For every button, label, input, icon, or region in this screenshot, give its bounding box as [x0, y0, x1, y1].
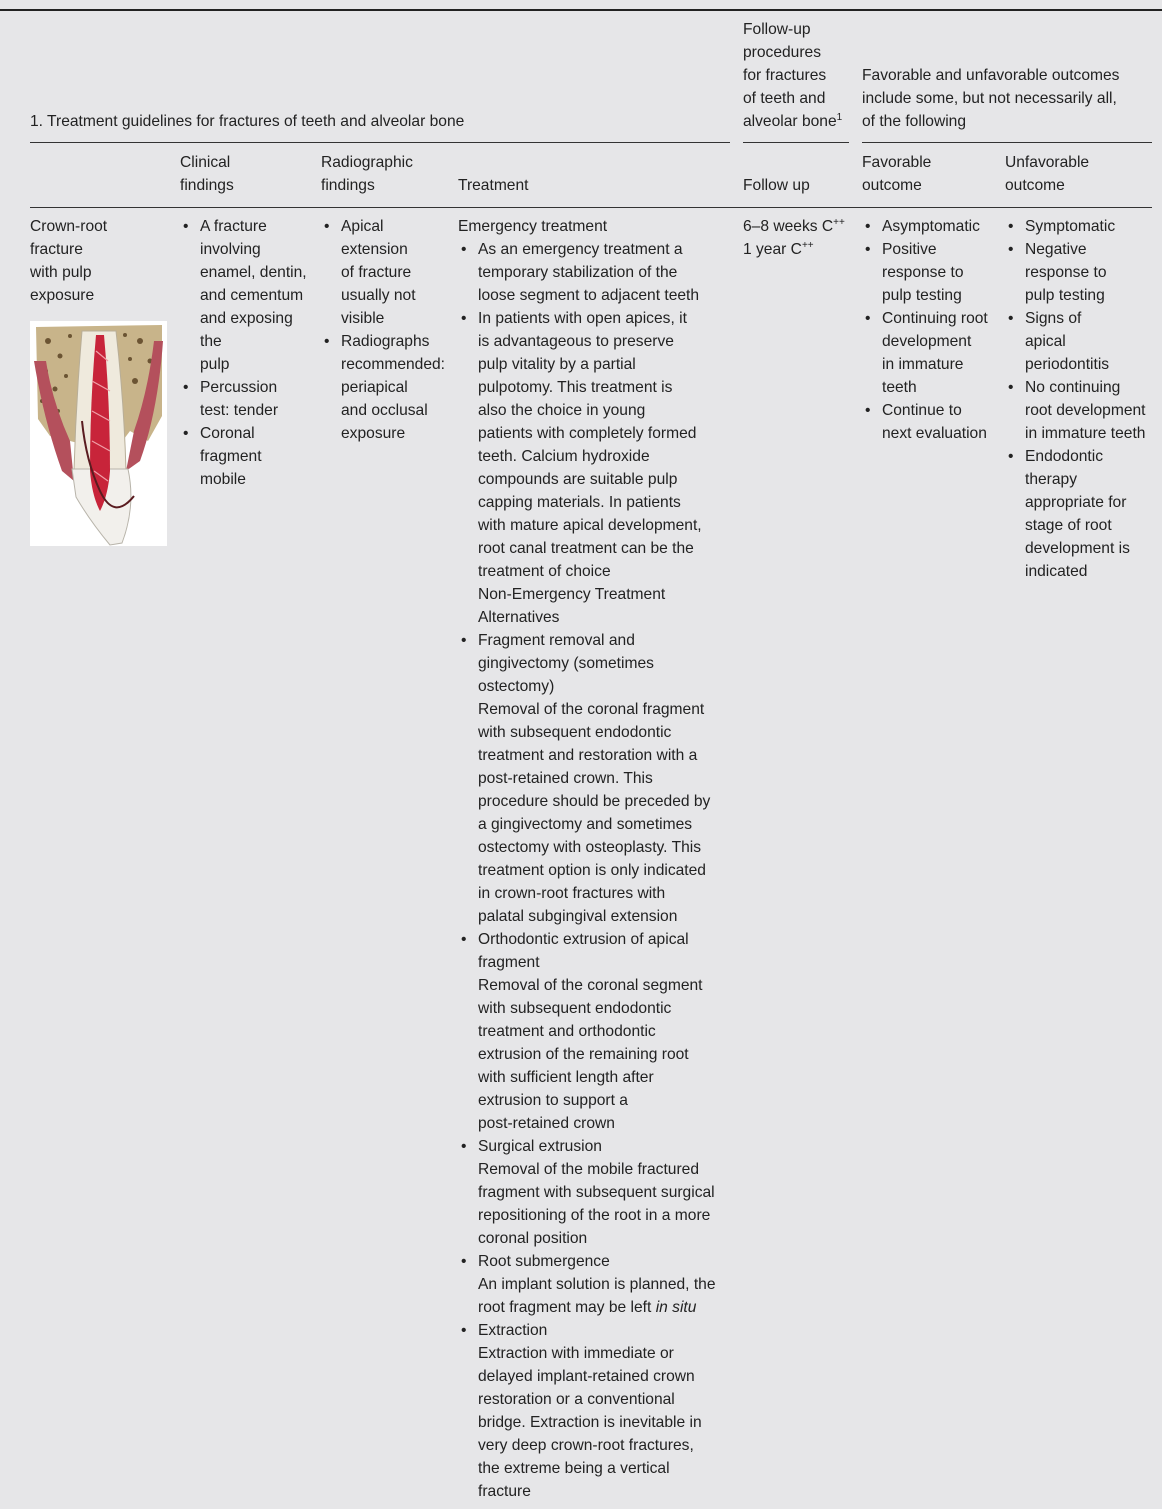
col-header-clinical: Clinical findings — [180, 154, 234, 194]
header-bottom-rule — [30, 207, 1152, 208]
list-item: • A fracture involving enamel, dentin, and cementum and exposing the pulp — [180, 215, 315, 376]
list-item: • Radiographs recommended: periapical and occlusal exposure — [321, 330, 451, 445]
list-item: • Symptomatic — [1005, 215, 1160, 238]
clinical-findings-list — [180, 215, 315, 491]
list-item: • Root submergence An implant solution is planned, the root fragment may be left in situ — [458, 1250, 738, 1319]
list-item: • In patients with open apices, it is advantageous to preserve pulp vitality by a partial pulpotomy. This treatment is also the choice in young patients with completely formed teeth. Calcium hydroxide compounds are suitable pulp capping materials. In patients with mature apical development, root canal treatment can be the treatment of choice Non-Emergency Treatment Alternatives — [458, 307, 738, 629]
treatment-list — [458, 238, 738, 1503]
diagnosis-cell: Crown-root fracture with pulp exposure — [30, 218, 108, 304]
emergency-treatment-heading: Emergency treatment — [458, 218, 608, 235]
list-item: • Positive response to pulp testing — [862, 238, 1002, 307]
radiographic-findings-list — [321, 215, 451, 445]
list-item: • No continuing root development in immature teeth — [1005, 376, 1160, 445]
col-header-radiographic: Radiographic findings — [321, 154, 413, 194]
unfavorable-outcomes-list — [1005, 215, 1160, 583]
crown-root-fracture-tooth-icon — [30, 321, 167, 546]
followup-group-underline — [743, 142, 849, 143]
list-item: • Apical extension of fracture usually not visible — [321, 215, 451, 330]
list-item: • Continue to next evaluation — [862, 399, 1002, 445]
col-header-followup: Follow up — [743, 177, 810, 194]
list-item: • Signs of apical periodontitis — [1005, 307, 1160, 376]
outcomes-group-header: Favorable and unfavorable outcomes include some, but not necessarily all, of the following — [862, 67, 1120, 130]
col-header-favorable: Favorable outcome — [862, 154, 932, 194]
list-item: • Orthodontic extrusion of apical fragment Removal of the coronal segment with subsequent endodontic treatment and orthodontic extrusion of the remaining root with sufficient length after extrusion to support a post-retained crown — [458, 928, 738, 1135]
col-header-unfavorable: Unfavorable outcome — [1005, 154, 1090, 194]
favorable-outcomes-list — [862, 215, 1002, 445]
table-top-rule — [0, 9, 1162, 11]
list-item: • Surgical extrusion Removal of the mobile fractured fragment with subsequent surgical repositioning of the root in a more coronal position — [458, 1135, 738, 1250]
list-item: • As an emergency treatment a temporary stabilization of the loose segment to adjacent teeth — [458, 238, 738, 307]
list-item: • Percussion test: tender — [180, 376, 315, 422]
treatment-cell — [458, 215, 738, 1503]
list-item: • Asymptomatic — [862, 215, 1002, 238]
outcomes-group-underline — [862, 142, 1152, 143]
followup-cell — [743, 215, 845, 261]
list-item: • Fragment removal and gingivectomy (sometimes ostectomy) Removal of the coronal fragment with subsequent endodontic treatment and restoration with a post-retained crown. This procedure should be preceded by a gingivectomy and sometimes ostectomy with osteoplasty. This treatment option is only indicated in crown-root fractures with palatal subgingival extension — [458, 629, 738, 928]
list-item: • Negative response to pulp testing — [1005, 238, 1160, 307]
followup-item: 6–8 weeks C++ — [743, 217, 845, 235]
list-item: • Endodontic therapy appropriate for stage of root development is indicated — [1005, 445, 1160, 583]
followup-group-header: Follow-up procedures for fractures of teeth and alveolar bone$^1$ — [743, 21, 843, 130]
col-header-treatment: Treatment — [458, 177, 529, 194]
title-underline — [30, 142, 730, 143]
list-item: • Continuing root development in immature teeth — [862, 307, 1002, 399]
list-item: • Extraction Extraction with immediate or delayed implant-retained crown restoration or a conventional bridge. Extraction is inevitable in very deep crown-root fractures, the extreme being a vertical fracture — [458, 1319, 738, 1503]
table-title: 1. Treatment guidelines for fractures of teeth and alveolar bone — [30, 113, 465, 130]
followup-item: 1 year C++ — [743, 240, 814, 258]
tooth-fracture-illustration — [30, 321, 167, 546]
list-item: • Coronal fragment mobile — [180, 422, 315, 491]
